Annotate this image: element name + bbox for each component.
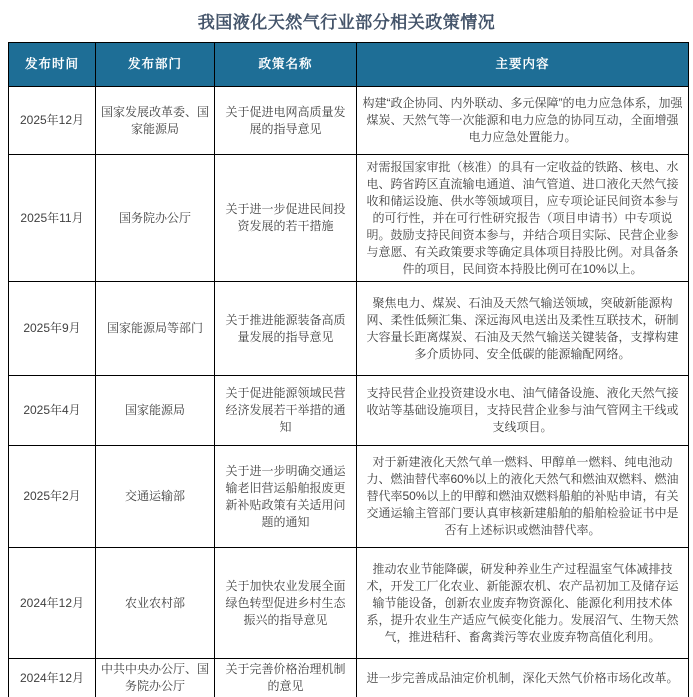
cell-department: 国家发展改革委、国家能源局 xyxy=(96,87,215,155)
table-row xyxy=(9,659,689,697)
cell-content: 构建“政企协同、内外联动、多元保障”的电力应急体系，加强煤炭、天然气等一次能源和电力应急的协同互动，全面增强电力应急处置能力。 xyxy=(357,87,689,155)
cell-date: 2025年4月 xyxy=(9,376,96,446)
cell-content: 支持民营企业投资建设水电、油气储备设施、液化天然气接收站等基础设施项目，支持民营企业参与油气管网主干线或支线项目。 xyxy=(357,376,689,446)
table-row xyxy=(9,446,689,548)
cell-date: 2024年12月 xyxy=(9,659,96,697)
table-row xyxy=(9,87,689,155)
table-row xyxy=(9,376,689,446)
cell-content: 对需报国家审批（核准）的具有一定收益的铁路、核电、水电、跨省跨区直流输电通道、油气管道、进口液化天然气接收和储运设施、供水等领域项目，应专项论证民间资本参与的可行性，并在可行性研究报告（项目申请书）中专项说明。鼓励支持民间资本参与，并结合项目实际、民营企业参与意愿、有关政策要求等确定具体项目持股比例。对具备条件的项目，民间资本持股比例可在10%以上。 xyxy=(357,155,689,282)
cell-policy: 关于加快农业发展全面绿色转型促进乡村生态振兴的指导意见 xyxy=(215,548,357,659)
cell-policy: 关于促进能源领域民营经济发展若干举措的通知 xyxy=(215,376,357,446)
cell-date: 2025年11月 xyxy=(9,155,96,282)
cell-department: 国家能源局等部门 xyxy=(96,282,215,376)
header-cell-content: 主要内容 xyxy=(357,43,689,87)
cell-department: 交通运输部 xyxy=(96,446,215,548)
cell-policy: 关于进一步促进民间投资发展的若干措施 xyxy=(215,155,357,282)
cell-date: 2024年12月 xyxy=(9,548,96,659)
cell-date: 2025年12月 xyxy=(9,87,96,155)
cell-policy: 关于推进能源装备高质量发展的指导意见 xyxy=(215,282,357,376)
cell-policy: 关于进一步明确交通运输老旧营运船舶报废更新补贴政策有关适用问题的通知 xyxy=(215,446,357,548)
cell-policy: 关于完善价格治理机制的意见 xyxy=(215,659,357,697)
cell-content: 推动农业节能降碳，研发种养业生产过程温室气体减排技术，开发工厂化农业、新能源农机、农产品初加工及储存运输节能设备，创新农业废弃物资源化、能源化利用技术体系，提升农业生产适应气候变化能力。发展沼气、生物天然气，推进秸秆、畜禽粪污等农业废弃物高值化利用。 xyxy=(357,548,689,659)
header-cell-department: 发布部门 xyxy=(96,43,215,87)
cell-department: 国家能源局 xyxy=(96,376,215,446)
cell-date: 2025年9月 xyxy=(9,282,96,376)
policy-table xyxy=(8,42,689,697)
header-cell-policy: 政策名称 xyxy=(215,43,357,87)
cell-date: 2025年2月 xyxy=(9,446,96,548)
table-row xyxy=(9,548,689,659)
cell-content: 进一步完善成品油定价机制，深化天然气价格市场化改革。 xyxy=(357,659,689,697)
cell-department: 中共中央办公厅、国务院办公厅 xyxy=(96,659,215,697)
cell-content: 聚焦电力、煤炭、石油及天然气输送领域，突破新能源构网、柔性低频汇集、深远海风电送出及柔性互联技术，研制大容量长距离煤炭、石油及天然气输送关键装备，支撑构建多介质协同、安全低碳的能源输配网络。 xyxy=(357,282,689,376)
page-title: 我国液化天然气行业部分相关政策情况 xyxy=(197,13,496,32)
table-header-row xyxy=(9,43,689,87)
cell-policy: 关于促进电网高质量发展的指导意见 xyxy=(215,87,357,155)
table-row xyxy=(9,282,689,376)
cell-content: 对于新建液化天然气单一燃料、甲醇单一燃料、纯电池动力、燃油替代率60%以上的液化天然气和燃油双燃料、燃油替代率50%以上的甲醇和燃油双燃料船舶的补贴申请，有关交通运输主管部门要认真审核新建船舶的船舶检验证书中是否有上述标识或燃油替代率。 xyxy=(357,446,689,548)
cell-department: 农业农村部 xyxy=(96,548,215,659)
header-cell-date: 发布时间 xyxy=(9,43,96,87)
cell-department: 国务院办公厅 xyxy=(96,155,215,282)
table-row xyxy=(9,155,689,282)
